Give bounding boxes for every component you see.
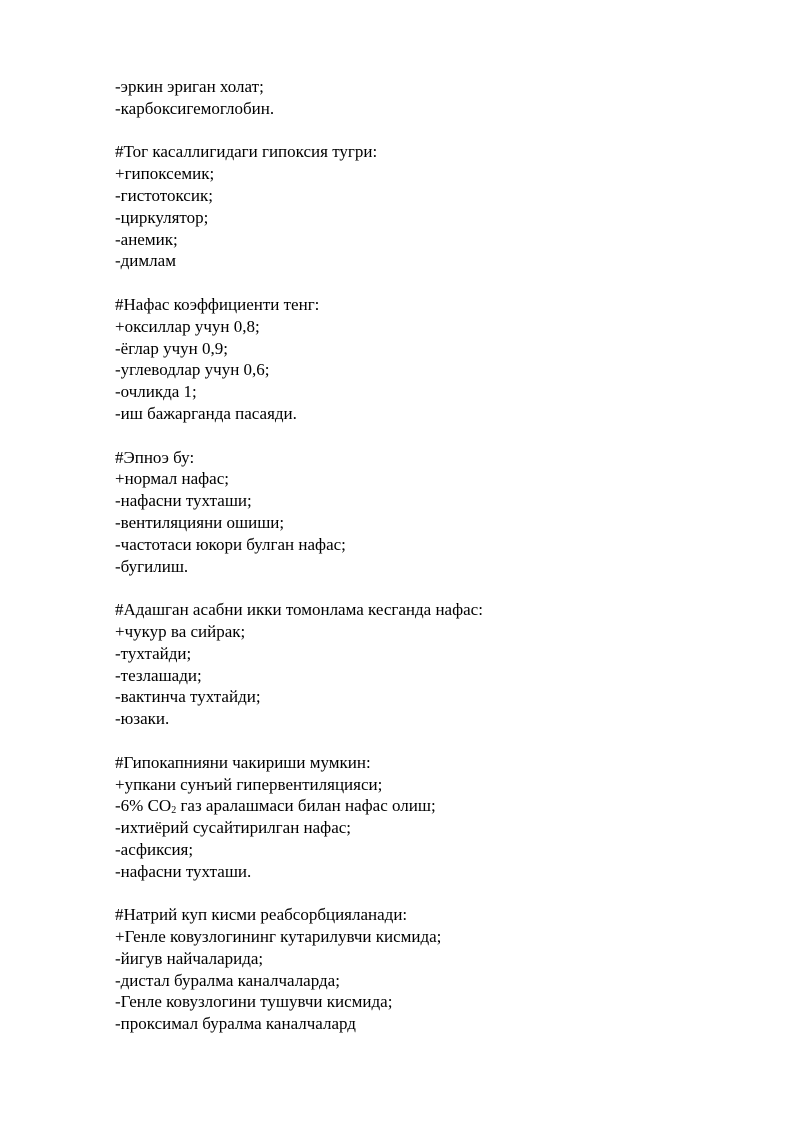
answer-option-line: -йигув найчаларида;	[115, 948, 264, 968]
question-block	[115, 599, 755, 730]
question-line: #Нафас коэффициенти тенг:	[115, 294, 320, 314]
answer-option-line: -тезлашади;	[115, 665, 202, 685]
correct-answer-line: +гипоксемик;	[115, 164, 215, 184]
answer-option-line: -углеводлар учун 0,6;	[115, 360, 270, 380]
paragraph-gap	[115, 272, 755, 294]
correct-answer-line: +оксиллар учун 0,8;	[115, 316, 260, 336]
answer-option-line: -димлам	[115, 251, 176, 271]
answer-option-line: -бугилиш.	[115, 556, 189, 576]
answer-option-line: -нафасни тухташи;	[115, 491, 252, 511]
paragraph-gap	[115, 730, 755, 752]
answer-option-line: -частотаси юкори булган нафас;	[115, 534, 346, 554]
paragraph-gap	[115, 425, 755, 447]
line-text-after: газ аралашмаси билан нафас олиш;	[176, 796, 436, 816]
question-line: #Натрий куп кисми реабсорбцияланади:	[115, 905, 408, 925]
answer-option-line: -эркин эриган холат;	[115, 77, 264, 96]
question-block	[115, 76, 755, 120]
answer-option-line: -юзаки.	[115, 709, 170, 729]
question-line: #Гипокапнияни чакириши мумкин:	[115, 752, 371, 772]
question-block	[115, 752, 755, 883]
answer-option-line: -гистотоксик;	[115, 185, 213, 205]
question-line: #Адашган асабни икки томонлама кесганда нафас:	[115, 600, 483, 620]
question-line: #Эпноэ бу:	[115, 447, 195, 467]
answer-option-line	[115, 795, 755, 817]
answer-option-line: -вентиляцияни ошиши;	[115, 512, 285, 532]
subscript: 2	[171, 805, 177, 817]
answer-option-line: -ихтиёрий сусайтирилган нафас;	[115, 818, 352, 838]
answer-option-line: -циркулятор;	[115, 207, 209, 227]
paragraph-gap	[115, 882, 755, 904]
correct-answer-line: +нормал нафас;	[115, 469, 229, 489]
answer-option-line: -вактинча тухтайди;	[115, 687, 261, 707]
line-text-before: -6% CO	[115, 796, 172, 816]
correct-answer-line: +упкани сунъий гипервентиляцияси;	[115, 774, 383, 794]
answer-option-line: -асфиксия;	[115, 839, 194, 859]
question-block	[115, 904, 755, 1035]
correct-answer-line: +чукур ва сийрак;	[115, 621, 246, 641]
answer-option-line: -очликда 1;	[115, 382, 197, 402]
answer-option-line: -тухтайди;	[115, 643, 192, 663]
question-block	[115, 447, 755, 578]
answer-option-line: -ёглар учун 0,9;	[115, 338, 228, 358]
answer-option-line: -нафасни тухташи.	[115, 861, 252, 881]
question-block	[115, 141, 755, 272]
paragraph-gap	[115, 120, 755, 142]
question-block	[115, 294, 755, 425]
question-line: #Тог касаллигидаги гипоксия тугри:	[115, 142, 378, 162]
answer-option-line: -карбоксигемоглобин.	[115, 98, 275, 118]
answer-option-line: -Генле ковузлогини тушувчи кисмида;	[115, 992, 393, 1012]
paragraph-gap	[115, 577, 755, 599]
answer-option-line: -анемик;	[115, 229, 178, 249]
answer-option-line: -проксимал буралма каналчалард	[115, 1014, 356, 1034]
document-page	[115, 76, 755, 1035]
answer-option-line: -иш бажарганда пасаяди.	[115, 403, 297, 423]
answer-option-line: -дистал буралма каналчаларда;	[115, 970, 340, 990]
correct-answer-line: +Генле ковузлогининг кутарилувчи кисмида;	[115, 927, 442, 947]
